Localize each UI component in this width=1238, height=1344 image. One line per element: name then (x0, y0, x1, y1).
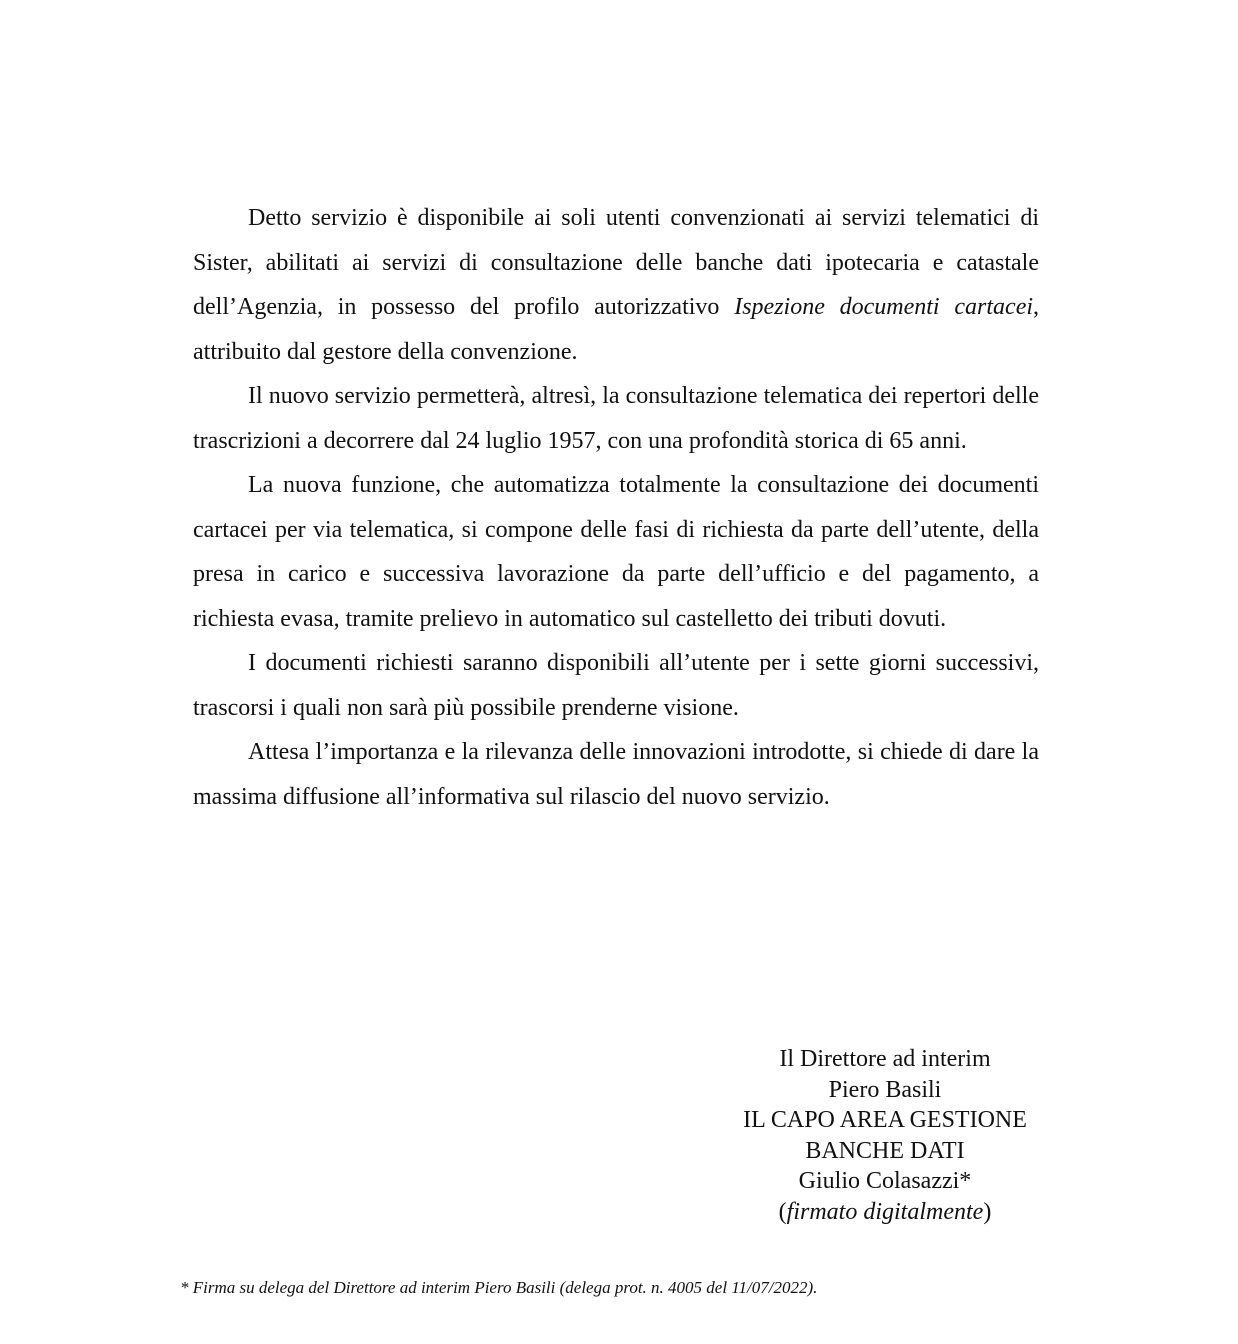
signature-role-continued: BANCHE DATI (805, 1137, 965, 1164)
signature-name: Piero Basili (828, 1076, 942, 1103)
paragraph-text: Il nuovo servizio permetterà, altresì, la consultazione telematica dei repertori delle trascrizioni a decorrere dal 24 luglio 1957, con una profondità storica di 65 anni. (193, 383, 1039, 454)
paragraph-availability-period (193, 641, 1039, 730)
paragraph-text: Detto servizio è disponibile ai soli utenti convenzionati ai servizi telematici di Sister, abilitati ai servizi di consultazione delle banche dati ipotecaria e catastale dell’Agenzia, in possesso del profilo autorizzativo (193, 205, 1039, 320)
paragraph-text: , attribuito dal gestore della convenzione. (193, 294, 1040, 365)
paragraph-text: La nuova funzione, che automatizza totalmente la consultazione dei documenti cartacei per via telematica, si compone delle fasi di richiesta da parte dell’utente, della presa in carico e successiva lavorazione da parte dell’ufficio e del pagamento, a richiesta evasa, tramite prelievo in automatico sul castelletto dei tributi dovuti. (193, 472, 1039, 632)
signatory-name: Giulio Colasazzi* (798, 1168, 972, 1194)
paragraph-text: I documenti richiesti saranno disponibili all’utente per i sette giorni successivi, trascorsi i quali non sarà più possibile prenderne visione. (193, 650, 1039, 721)
profile-name-italic: Ispezione documenti cartacei (734, 294, 1034, 320)
signature-block (700, 1044, 1070, 1227)
paragraph-diffusion-request (193, 730, 1039, 819)
paragraph-repertories (193, 374, 1039, 463)
paragraph-text: Attesa l’importanza e la rilevanza delle innovazioni introdotte, si chiede di dare la massima diffusione all’informativa sul rilascio del nuovo servizio. (193, 739, 1039, 810)
signature-title: Il Direttore ad interim (779, 1046, 991, 1072)
letter-body (193, 196, 1039, 819)
paragraph-service-availability (193, 196, 1039, 374)
paragraph-new-function (193, 463, 1039, 641)
signature-role: IL CAPO AREA GESTIONE (743, 1107, 1027, 1133)
footnote: * Firma su delega del Direttore ad interim Piero Basili (delega prot. n. 4005 del 11/07/2022). (180, 1278, 818, 1297)
digital-signature-note: (firmato digitalmente) (778, 1198, 992, 1225)
